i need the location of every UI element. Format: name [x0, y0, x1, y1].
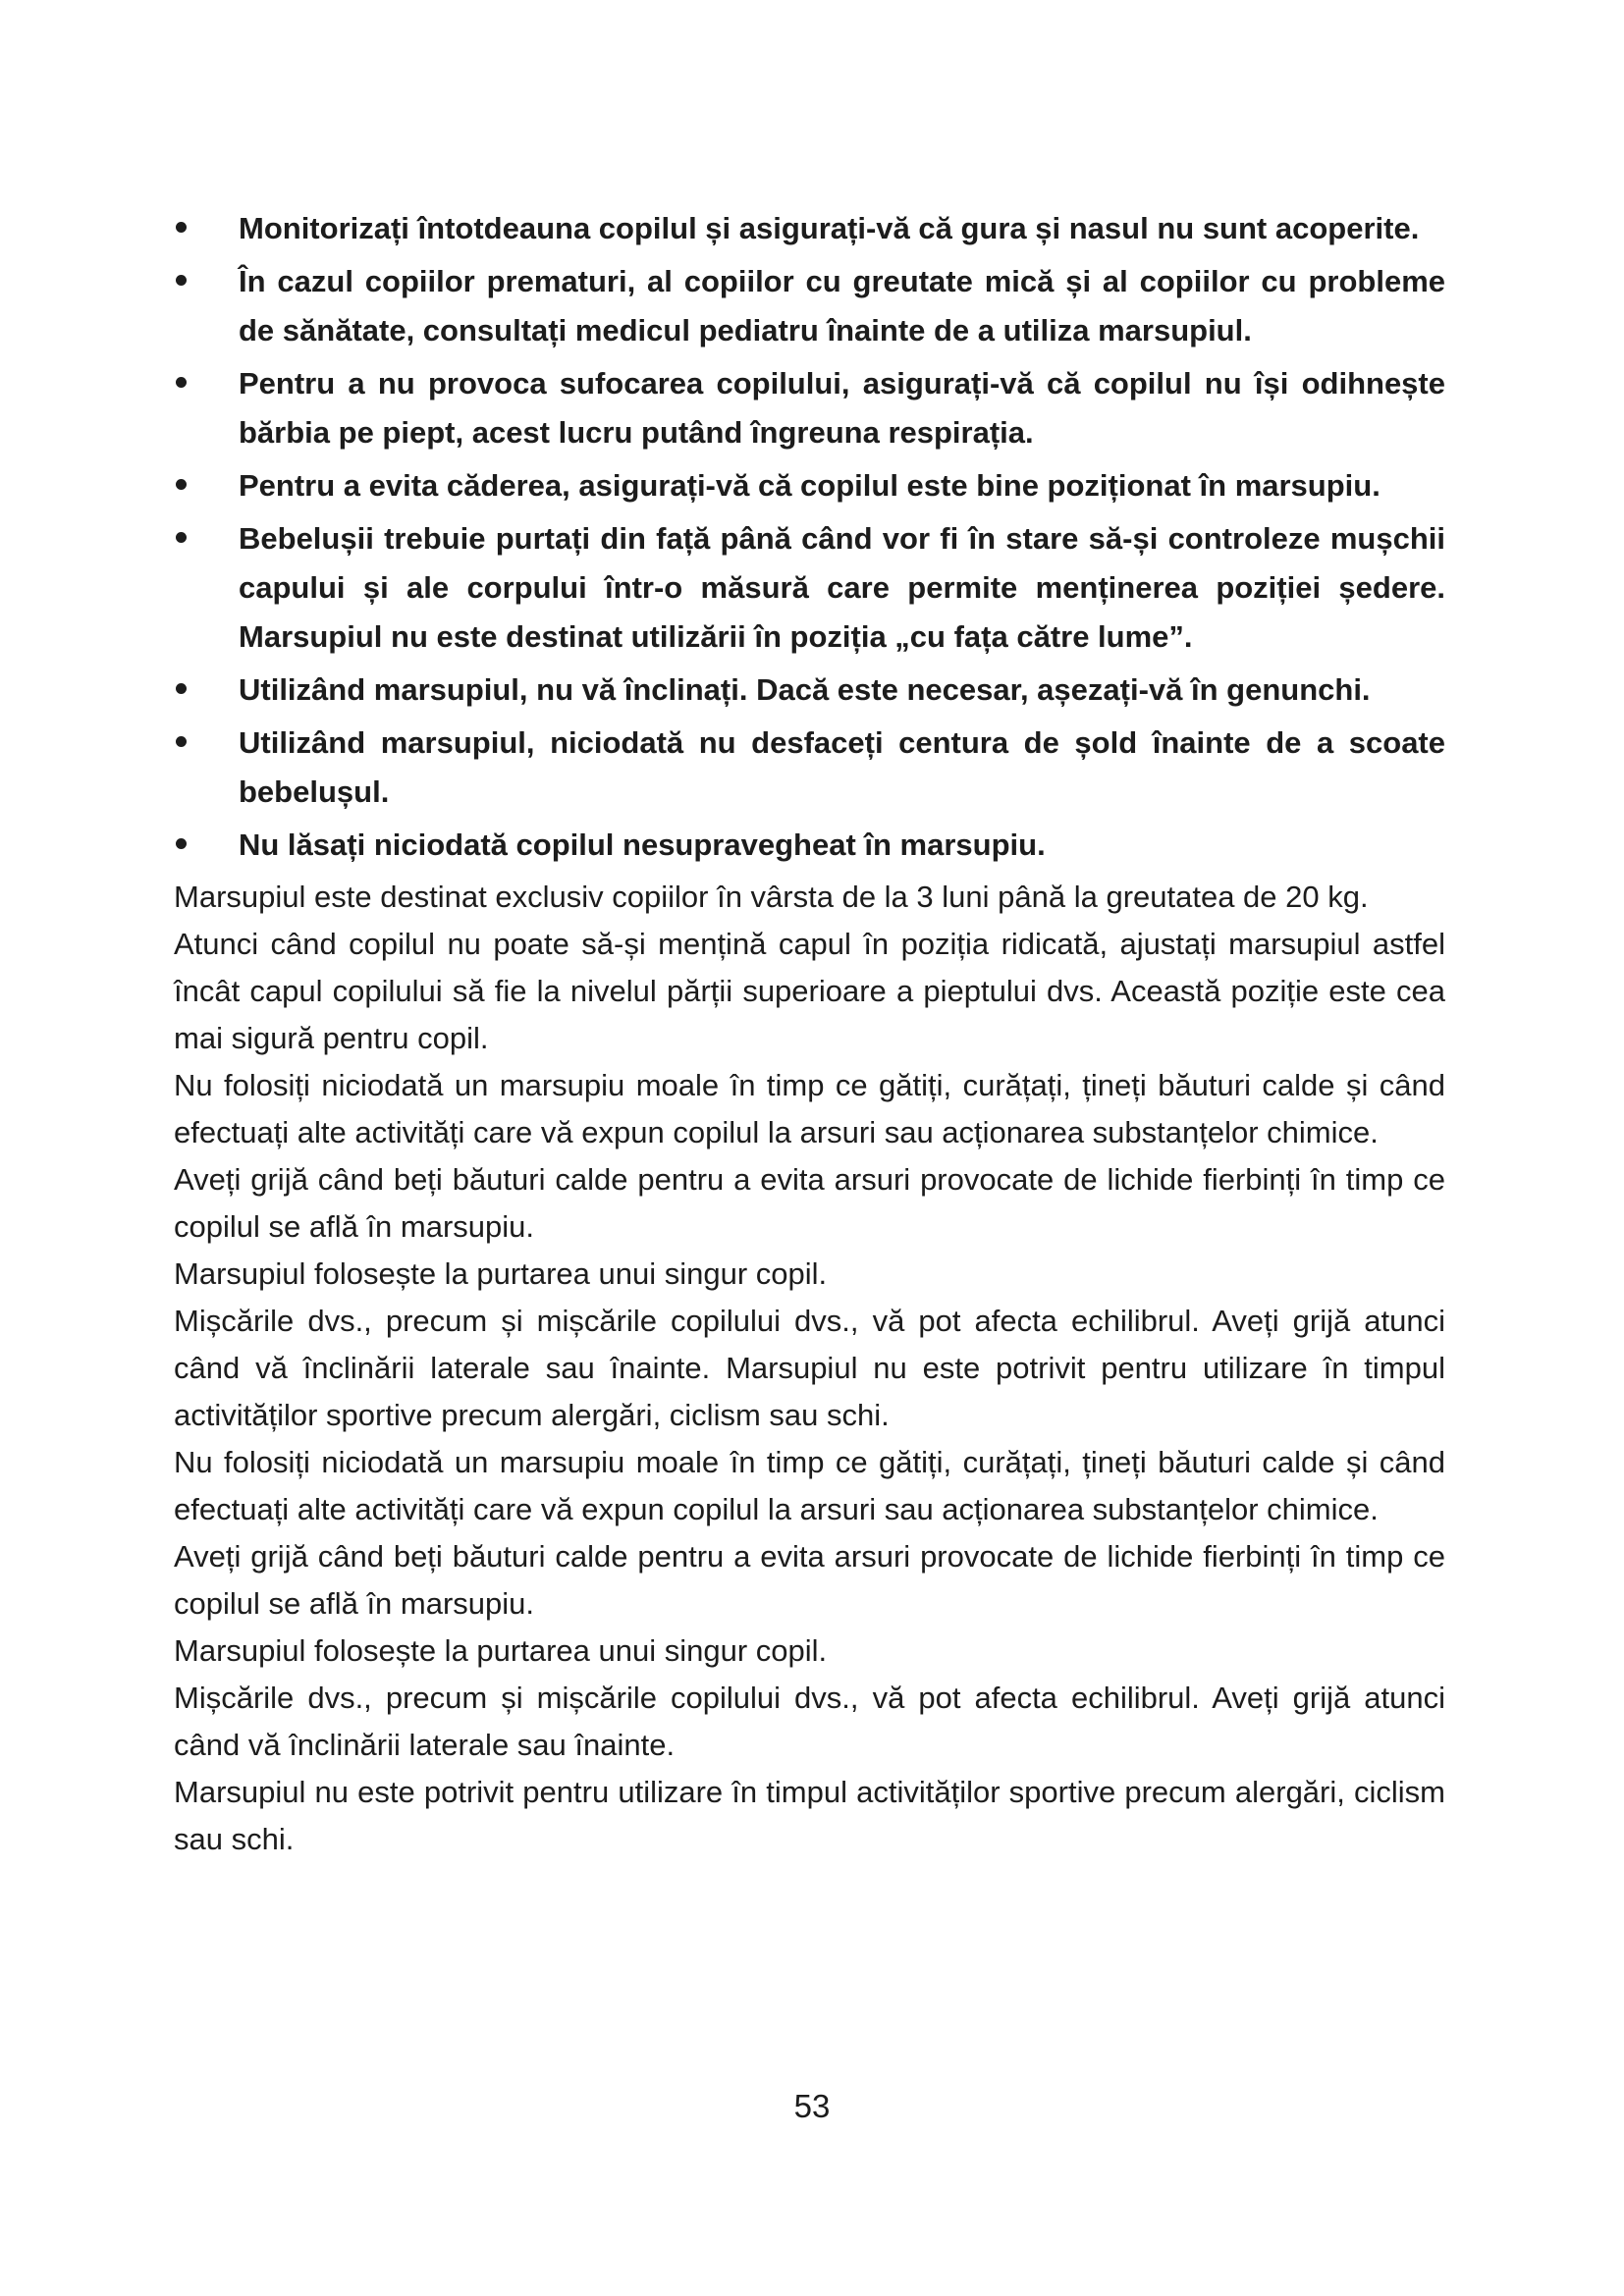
safety-warnings-list: [174, 204, 1445, 870]
list-item: [174, 257, 1445, 355]
paragraph: Marsupiul este destinat exclusiv copiilor în vârsta de la 3 luni până la greutatea de 20 kg.: [174, 880, 1369, 914]
page-content: [174, 204, 1445, 1863]
bullet-icon: [176, 838, 187, 849]
paragraph: Nu folosiți niciodată un marsupiu moale în timp ce gătiți, curățați, țineți băuturi calde și când efectuați alte activități care vă expun copilul la arsuri sau acționarea substanțelor chimice.: [174, 1445, 1445, 1526]
bullet-text: Monitorizați întotdeauna copilul și asigurați-vă că gura și nasul nu sunt acoperite.: [239, 211, 1420, 245]
paragraph: Atunci când copilul nu poate să-și mențină capul în poziția ridicată, ajustați marsupiul astfel încât capul copilului să fie la nivelul părții superioare a pieptului dvs. Această poziție este cea mai sigură pentru copil.: [174, 927, 1445, 1055]
list-item: [174, 204, 1445, 253]
bullet-text: Bebelușii trebuie purtați din față până când vor fi în stare să-și controleze mușchii capului și ale corpului într-o măsură care permite menținerea poziției ședere. Marsupiul nu este destinat utilizării în poziția „cu fața către lume”.: [239, 521, 1445, 654]
page-number: 53: [793, 2088, 831, 2124]
bullet-text: Pentru a nu provoca sufocarea copilului, asigurați-vă că copilul nu își odihnește bărbia pe piept, acest lucru putând îngreuna respirația.: [239, 366, 1445, 450]
list-item: [174, 821, 1445, 870]
bullet-icon: [176, 377, 187, 388]
bullet-text: Utilizând marsupiul, niciodată nu desfaceți centura de șold înainte de a scoate bebelușul.: [239, 725, 1445, 809]
body-paragraphs: [174, 874, 1445, 1863]
bullet-text: Utilizând marsupiul, nu vă înclinați. Dacă este necesar, așezați-vă în genunchi.: [239, 672, 1371, 707]
paragraph: Aveți grijă când beți băuturi calde pentru a evita arsuri provocate de lichide fierbinți în timp ce copilul se află în marsupiu.: [174, 1162, 1445, 1244]
paragraph: Marsupiul folosește la purtarea unui singur copil.: [174, 1256, 828, 1291]
bullet-icon: [176, 683, 187, 694]
paragraph: Mișcările dvs., precum și mișcările copilului dvs., vă pot afecta echilibrul. Aveți grijă atunci când vă înclinării laterale sau înainte. Marsupiul nu este potrivit pentru utilizare în timpul activităților sportive precum alergări, ciclism sau schi.: [174, 1304, 1445, 1432]
bullet-text: Nu lăsați niciodată copilul nesupravegheat în marsupiu.: [239, 828, 1046, 862]
bullet-icon: [176, 736, 187, 747]
bullet-icon: [176, 479, 187, 490]
paragraph: Marsupiul nu este potrivit pentru utilizare în timpul activităților sportive precum alergări, ciclism sau schi.: [174, 1775, 1445, 1856]
paragraph: Aveți grijă când beți băuturi calde pentru a evita arsuri provocate de lichide fierbinți în timp ce copilul se află în marsupiu.: [174, 1539, 1445, 1621]
list-item: [174, 359, 1445, 457]
list-item: [174, 666, 1445, 715]
paragraph: Nu folosiți niciodată un marsupiu moale în timp ce gătiți, curățați, țineți băuturi calde și când efectuați alte activități care vă expun copilul la arsuri sau acționarea substanțelor chimice.: [174, 1068, 1445, 1149]
list-item: [174, 719, 1445, 817]
bullet-icon: [176, 222, 187, 233]
list-item: [174, 514, 1445, 662]
bullet-icon: [176, 532, 187, 543]
list-item: [174, 461, 1445, 510]
bullet-text: Pentru a evita căderea, asigurați-vă că copilul este bine poziționat în marsupiu.: [239, 468, 1380, 503]
paragraph: Marsupiul folosește la purtarea unui singur copil.: [174, 1633, 828, 1668]
paragraph: Mișcările dvs., precum și mișcările copilului dvs., vă pot afecta echilibrul. Aveți grijă atunci când vă înclinării laterale sau înainte.: [174, 1681, 1445, 1762]
bullet-text: În cazul copiilor prematuri, al copiilor cu greutate mică și al copiilor cu probleme de sănătate, consultați medicul pediatru înainte de a utiliza marsupiul.: [239, 264, 1445, 347]
bullet-icon: [176, 275, 187, 286]
